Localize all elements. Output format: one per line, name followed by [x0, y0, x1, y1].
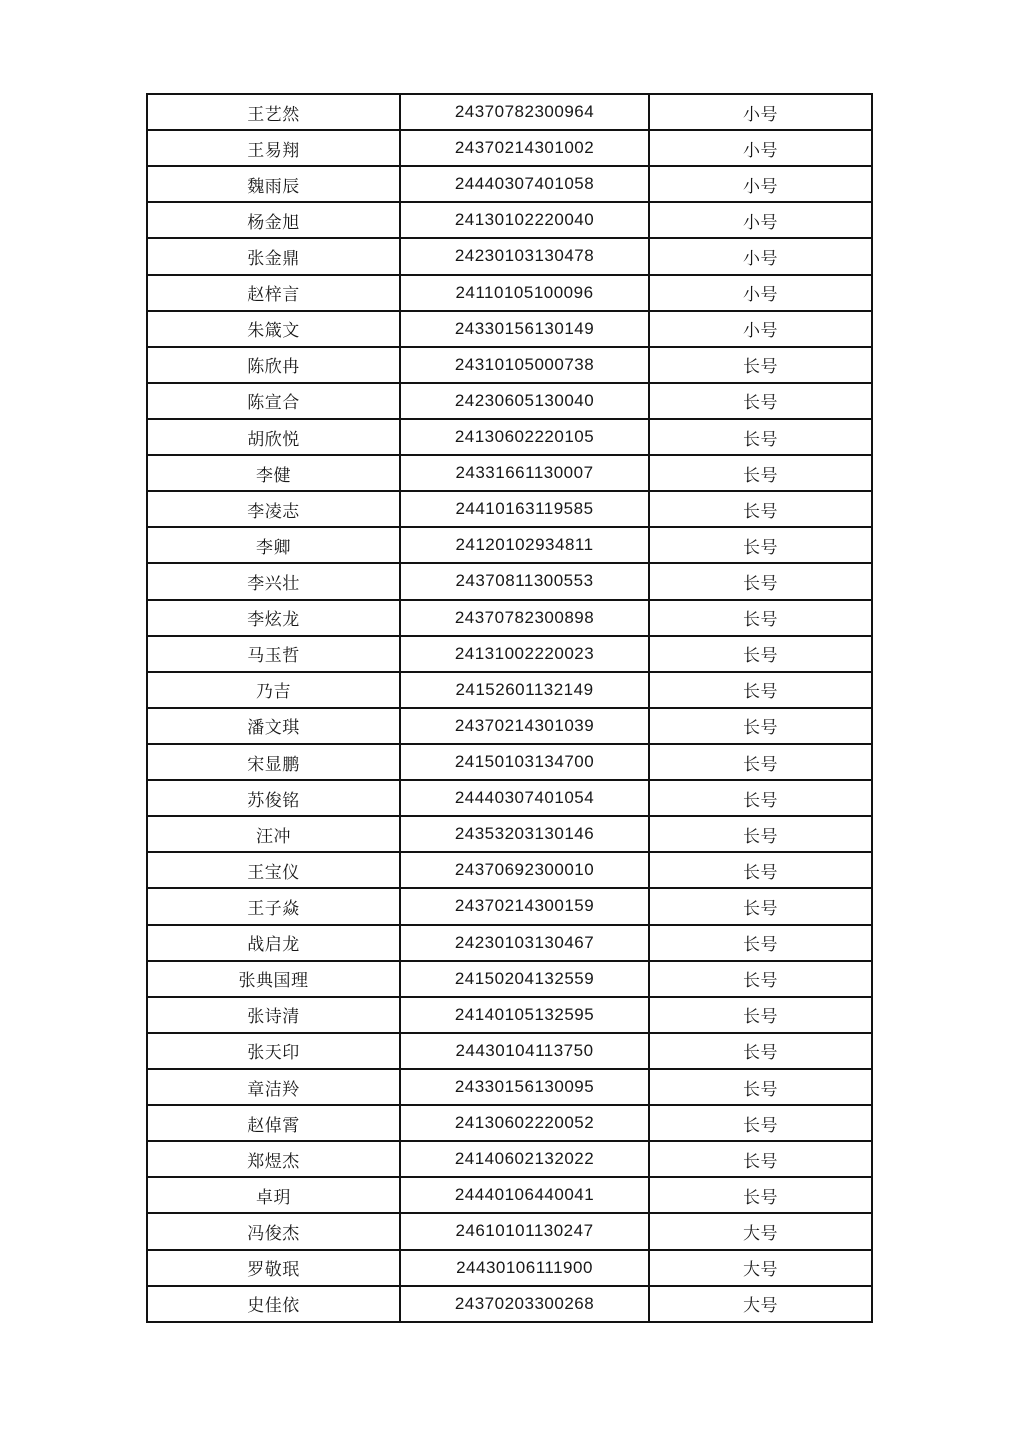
student-id-cell: 24610101130247 — [400, 1213, 649, 1249]
student-id-cell: 24150103134700 — [400, 744, 649, 780]
student-name-cell: 史佳依 — [147, 1286, 400, 1322]
instrument-part-cell: 长号 — [649, 888, 872, 924]
student-id-cell: 24370214301039 — [400, 708, 649, 744]
table-row — [147, 130, 872, 166]
instrument-part-cell: 小号 — [649, 130, 872, 166]
table-row — [147, 961, 872, 997]
table-row — [147, 672, 872, 708]
roster-table-body — [147, 94, 872, 1322]
student-id-cell: 24310105000738 — [400, 347, 649, 383]
student-id-cell: 24130102220040 — [400, 202, 649, 238]
table-row — [147, 708, 872, 744]
student-name-cell: 汪冲 — [147, 816, 400, 852]
instrument-part-cell: 小号 — [649, 166, 872, 202]
instrument-part-cell: 长号 — [649, 383, 872, 419]
student-id-cell: 24430106111900 — [400, 1250, 649, 1286]
table-row — [147, 888, 872, 924]
student-id-cell: 24150204132559 — [400, 961, 649, 997]
student-name-cell: 赵梓言 — [147, 275, 400, 311]
table-row — [147, 275, 872, 311]
student-name-cell: 潘文琪 — [147, 708, 400, 744]
instrument-part-cell: 小号 — [649, 238, 872, 274]
instrument-part-cell: 大号 — [649, 1286, 872, 1322]
table-row — [147, 1069, 872, 1105]
table-row — [147, 925, 872, 961]
table-row — [147, 1177, 872, 1213]
student-id-cell: 24140602132022 — [400, 1141, 649, 1177]
instrument-part-cell: 长号 — [649, 1069, 872, 1105]
student-id-cell: 24440307401058 — [400, 166, 649, 202]
student-id-cell: 24370692300010 — [400, 852, 649, 888]
instrument-part-cell: 小号 — [649, 94, 872, 130]
table-row — [147, 311, 872, 347]
student-name-cell: 杨金旭 — [147, 202, 400, 238]
table-row — [147, 1141, 872, 1177]
student-name-cell: 乃吉 — [147, 672, 400, 708]
instrument-part-cell: 长号 — [649, 491, 872, 527]
instrument-part-cell: 长号 — [649, 672, 872, 708]
student-name-cell: 赵倬霄 — [147, 1105, 400, 1141]
student-name-cell: 冯俊杰 — [147, 1213, 400, 1249]
student-id-cell: 24440307401054 — [400, 780, 649, 816]
student-name-cell: 罗敬珉 — [147, 1250, 400, 1286]
student-id-cell: 24130602220105 — [400, 419, 649, 455]
instrument-part-cell: 小号 — [649, 311, 872, 347]
student-name-cell: 李凌志 — [147, 491, 400, 527]
student-id-cell: 24370214301002 — [400, 130, 649, 166]
student-id-cell: 24331661130007 — [400, 455, 649, 491]
student-id-cell: 24152601132149 — [400, 672, 649, 708]
instrument-part-cell: 长号 — [649, 997, 872, 1033]
table-row — [147, 383, 872, 419]
instrument-part-cell: 长号 — [649, 708, 872, 744]
student-id-cell: 24130602220052 — [400, 1105, 649, 1141]
table-row — [147, 636, 872, 672]
student-name-cell: 王易翔 — [147, 130, 400, 166]
instrument-part-cell: 长号 — [649, 1141, 872, 1177]
student-id-cell: 24370782300898 — [400, 600, 649, 636]
student-name-cell: 李兴壮 — [147, 563, 400, 599]
student-id-cell: 24370203300268 — [400, 1286, 649, 1322]
student-name-cell: 王宝仪 — [147, 852, 400, 888]
student-name-cell: 张诗清 — [147, 997, 400, 1033]
student-name-cell: 战启龙 — [147, 925, 400, 961]
student-name-cell: 郑煜杰 — [147, 1141, 400, 1177]
table-row — [147, 94, 872, 130]
student-id-cell: 24140105132595 — [400, 997, 649, 1033]
student-id-cell: 24370811300553 — [400, 563, 649, 599]
student-id-cell: 24230103130478 — [400, 238, 649, 274]
instrument-part-cell: 长号 — [649, 600, 872, 636]
instrument-part-cell: 长号 — [649, 925, 872, 961]
student-id-cell: 24230605130040 — [400, 383, 649, 419]
table-row — [147, 1105, 872, 1141]
table-row — [147, 527, 872, 563]
table-row — [147, 1033, 872, 1069]
table-row — [147, 491, 872, 527]
instrument-part-cell: 长号 — [649, 563, 872, 599]
table-row — [147, 455, 872, 491]
student-name-cell: 李卿 — [147, 527, 400, 563]
student-id-cell: 24131002220023 — [400, 636, 649, 672]
student-name-cell: 章洁羚 — [147, 1069, 400, 1105]
instrument-part-cell: 长号 — [649, 347, 872, 383]
table-row — [147, 238, 872, 274]
student-id-cell: 24110105100096 — [400, 275, 649, 311]
instrument-part-cell: 大号 — [649, 1213, 872, 1249]
table-row — [147, 419, 872, 455]
table-row — [147, 1213, 872, 1249]
student-name-cell: 胡欣悦 — [147, 419, 400, 455]
student-name-cell: 李健 — [147, 455, 400, 491]
student-id-cell: 24440106440041 — [400, 1177, 649, 1213]
student-name-cell: 宋显鹏 — [147, 744, 400, 780]
student-name-cell: 陈宣合 — [147, 383, 400, 419]
instrument-part-cell: 长号 — [649, 744, 872, 780]
student-roster-table — [146, 93, 873, 1323]
student-name-cell: 张典国理 — [147, 961, 400, 997]
student-id-cell: 24230103130467 — [400, 925, 649, 961]
table-row — [147, 744, 872, 780]
student-name-cell: 陈欣冉 — [147, 347, 400, 383]
table-row — [147, 816, 872, 852]
instrument-part-cell: 长号 — [649, 527, 872, 563]
table-row — [147, 563, 872, 599]
table-row — [147, 347, 872, 383]
instrument-part-cell: 长号 — [649, 1105, 872, 1141]
student-name-cell: 张天印 — [147, 1033, 400, 1069]
student-id-cell: 24330156130095 — [400, 1069, 649, 1105]
student-id-cell: 24120102934811 — [400, 527, 649, 563]
student-id-cell: 24410163119585 — [400, 491, 649, 527]
table-row — [147, 202, 872, 238]
table-row — [147, 166, 872, 202]
table-row — [147, 1250, 872, 1286]
instrument-part-cell: 长号 — [649, 1177, 872, 1213]
student-name-cell: 王艺然 — [147, 94, 400, 130]
instrument-part-cell: 长号 — [649, 455, 872, 491]
table-row — [147, 852, 872, 888]
student-id-cell: 24370214300159 — [400, 888, 649, 924]
student-name-cell: 卓玥 — [147, 1177, 400, 1213]
student-name-cell: 马玉哲 — [147, 636, 400, 672]
instrument-part-cell: 长号 — [649, 636, 872, 672]
instrument-part-cell: 长号 — [649, 780, 872, 816]
table-row — [147, 1286, 872, 1322]
student-name-cell: 魏雨辰 — [147, 166, 400, 202]
student-id-cell: 24330156130149 — [400, 311, 649, 347]
student-id-cell: 24430104113750 — [400, 1033, 649, 1069]
student-name-cell: 王子焱 — [147, 888, 400, 924]
instrument-part-cell: 长号 — [649, 1033, 872, 1069]
table-row — [147, 997, 872, 1033]
student-name-cell: 朱箴文 — [147, 311, 400, 347]
student-id-cell: 24353203130146 — [400, 816, 649, 852]
instrument-part-cell: 大号 — [649, 1250, 872, 1286]
student-name-cell: 张金鼎 — [147, 238, 400, 274]
instrument-part-cell: 长号 — [649, 816, 872, 852]
student-name-cell: 苏俊铭 — [147, 780, 400, 816]
table-row — [147, 780, 872, 816]
instrument-part-cell: 长号 — [649, 852, 872, 888]
student-id-cell: 24370782300964 — [400, 94, 649, 130]
table-row — [147, 600, 872, 636]
instrument-part-cell: 长号 — [649, 961, 872, 997]
instrument-part-cell: 长号 — [649, 419, 872, 455]
instrument-part-cell: 小号 — [649, 202, 872, 238]
instrument-part-cell: 小号 — [649, 275, 872, 311]
student-name-cell: 李炫龙 — [147, 600, 400, 636]
